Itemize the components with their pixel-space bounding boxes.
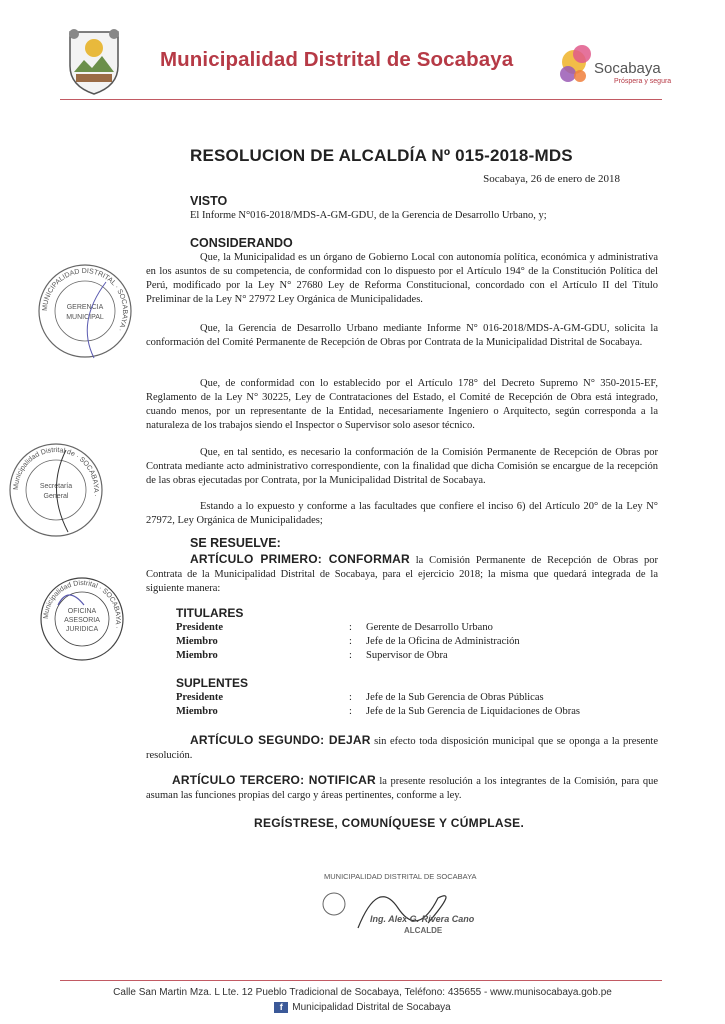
facebook-icon: f [274, 1002, 288, 1013]
secretaria-stamp-ring: Municipalidad Distrital de · SOCABAYA · [12, 446, 100, 498]
titular-value: Supervisor de Obra [366, 650, 448, 661]
articulo-tercero-label: ARTÍCULO TERCERO: NOTIFICAR [172, 773, 376, 787]
articulo-tercero-text: la presente resolución a los integrantes de la Comisión, para que asuman las funciones propias del cargo y áreas pertinentes, conforme a ley. [146, 776, 658, 801]
articulo-segundo-label: ARTÍCULO SEGUNDO: DEJAR [190, 733, 371, 747]
alcalde-title: ALCALDE [404, 926, 443, 935]
considerando-heading: CONSIDERANDO [190, 236, 293, 250]
socabaya-brand-logo [558, 40, 678, 96]
articulo-segundo [146, 733, 658, 763]
titular-value: Gerente de Desarrollo Urbano [366, 622, 493, 633]
suplente-role: Presidente [176, 692, 224, 703]
municipal-crest-logo [62, 26, 126, 96]
secretaria-stamp-line-2: General [43, 493, 69, 500]
svg-text:MUNICIPALIDAD DISTRITAL · SOCA [42, 268, 128, 332]
asesoria-stamp [38, 575, 126, 663]
suplente-colon: : [349, 692, 352, 703]
titular-role: Miembro [176, 636, 218, 647]
considerando-paragraph-2: Que, la Gerencia de Desarrollo Urbano mediante Informe N° 016-2018/MDS-A-GM-GDU, solicita la conformación del Comité Permanente de Recepción de Obras por Contrata de la Municipalidad Distrital de Socabaya. [146, 323, 658, 348]
closing-formula: REGÍSTRESE, COMUNÍQUESE Y CÚMPLASE. [254, 816, 525, 830]
titular-colon: : [349, 636, 352, 647]
titular-role: Miembro [176, 650, 218, 661]
footer-facebook-text: Municipalidad Distrital de Socabaya [292, 1002, 451, 1014]
alcalde-signature-stamp [318, 868, 508, 940]
brand-tagline: Próspera y segura [614, 78, 672, 85]
gerencia-stamp-ring: MUNICIPALIDAD DISTRITAL · SOCABAYA · [41, 267, 129, 333]
asesoria-stamp-line-1: OFICINA [67, 608, 97, 615]
titular-colon: : [349, 650, 352, 661]
gerencia-stamp-line-2: MUNICIPAL [66, 314, 104, 321]
asesoria-stamp-line-3: JURIDICA [65, 626, 99, 633]
articulo-primero-label: ARTÍCULO PRIMERO: CONFORMAR [190, 552, 410, 566]
asesoria-stamp-ring: Municipalidad Distrital · SOCABAYA · [42, 579, 122, 630]
titular-colon: : [349, 622, 352, 633]
suplentes-heading: SUPLENTES [176, 676, 249, 690]
titulares-heading: TITULARES [176, 606, 244, 620]
secretaria-stamp [6, 440, 106, 540]
considerando-paragraph-4: Que, en tal sentido, es necesario la conformación de la Comisión Permanente de Recepción de Obras por Contrata mediante acto administrativo correspondiente, con la finalidad que dicha Comisión se encargue de la recepción de las obras ejecutadas por Contrata, por la Municipalidad Distrital de Socabaya. [146, 447, 658, 486]
footer-divider [60, 980, 662, 981]
alcalde-name: Ing. Alex G. Rivera Cano [370, 914, 475, 924]
suplente-value: Jefe de la Sub Gerencia de Obras Públicas [366, 692, 544, 703]
suplente-value: Jefe de la Sub Gerencia de Liquidaciones de Obras [366, 706, 580, 717]
articulo-primero [146, 552, 658, 596]
considerando-paragraph-3: Que, de conformidad con lo establecido por el Artículo 178° del Decreto Supremo N° 350-2015-EF, Reglamento de la Ley N° 30225, Ley de Contrataciones del Estado, el Comité de Recepción de Obra está integrado, cuando menos, por un representante de la Entidad, necesariamente Ingeniero o Arquitecto, según corresponda a la naturaleza de los trabajos siendo el Inspector o Supervisor solo asesor técnico. [146, 378, 658, 431]
articulo-tercero [146, 773, 658, 803]
resolution-title: RESOLUCION DE ALCALDÍA Nº 015-2018-MDS [190, 146, 573, 165]
alcalde-stamp-top: MUNICIPALIDAD DISTRITAL DE SOCABAYA [324, 872, 477, 881]
asesoria-stamp-line-2: ASESORIA [64, 617, 100, 624]
header-divider [60, 99, 662, 100]
considerando-paragraph-1: Que, la Municipalidad es un órgano de Gobierno Local con autonomía política, económica y administrativa en los asuntos de su competencia, de conformidad con lo dispuesto por el Artículo 194° de la Constitución Política del Perú, modificado por la Ley N° 27680 Ley de Reforma Constitucional, concordado con el Artículo II del Título Preliminar de la Ley N° 27972 Ley Orgánica de Municipalidades. [146, 252, 658, 305]
titular-role: Presidente [176, 622, 224, 633]
resuelve-heading: SE RESUELVE: [190, 536, 281, 550]
articulo-primero-text: la Comisión Permanente de Recepción de Obras por Contrata de la Municipalidad Distrital de Socabaya, para el ejercicio 2018; la misma que quedará integrada de la siguiente manera: [146, 555, 658, 594]
gerencia-stamp [36, 262, 134, 360]
footer-address: Calle San Martin Mza. L Lte. 12 Pueblo Tradicional de Socabaya, Teléfono: 435655 - www.munisocabaya.gob.pe [113, 987, 612, 998]
secretaria-stamp-line-1: Secretaría [39, 483, 73, 490]
visto-heading: VISTO [190, 194, 228, 208]
visto-text: El Informe N°016-2018/MDS-A-GM-GDU, de la Gerencia de Desarrollo Urbano, y; [190, 210, 547, 221]
gerencia-stamp-line-1: GERENCIA [66, 304, 104, 311]
brand-name: Socabaya [594, 60, 661, 77]
articulo-segundo-text: sin efecto toda disposición municipal que se oponga a la presente resolución. [146, 736, 658, 761]
suplente-role: Miembro [176, 706, 218, 717]
header-title: Municipalidad Distrital de Socabaya [160, 48, 514, 71]
footer-facebook [0, 1002, 725, 1013]
titular-value: Jefe de la Oficina de Administración [366, 636, 520, 647]
considerando-paragraph-5: Estando a lo expuesto y conforme a las facultades que confiere el inciso 6) del Artículo 20° de la Ley N° 27972, Ley Orgánica de Municipalidades; [146, 501, 658, 526]
suplente-colon: : [349, 706, 352, 717]
resolution-date: Socabaya, 26 de enero de 2018 [483, 173, 620, 185]
